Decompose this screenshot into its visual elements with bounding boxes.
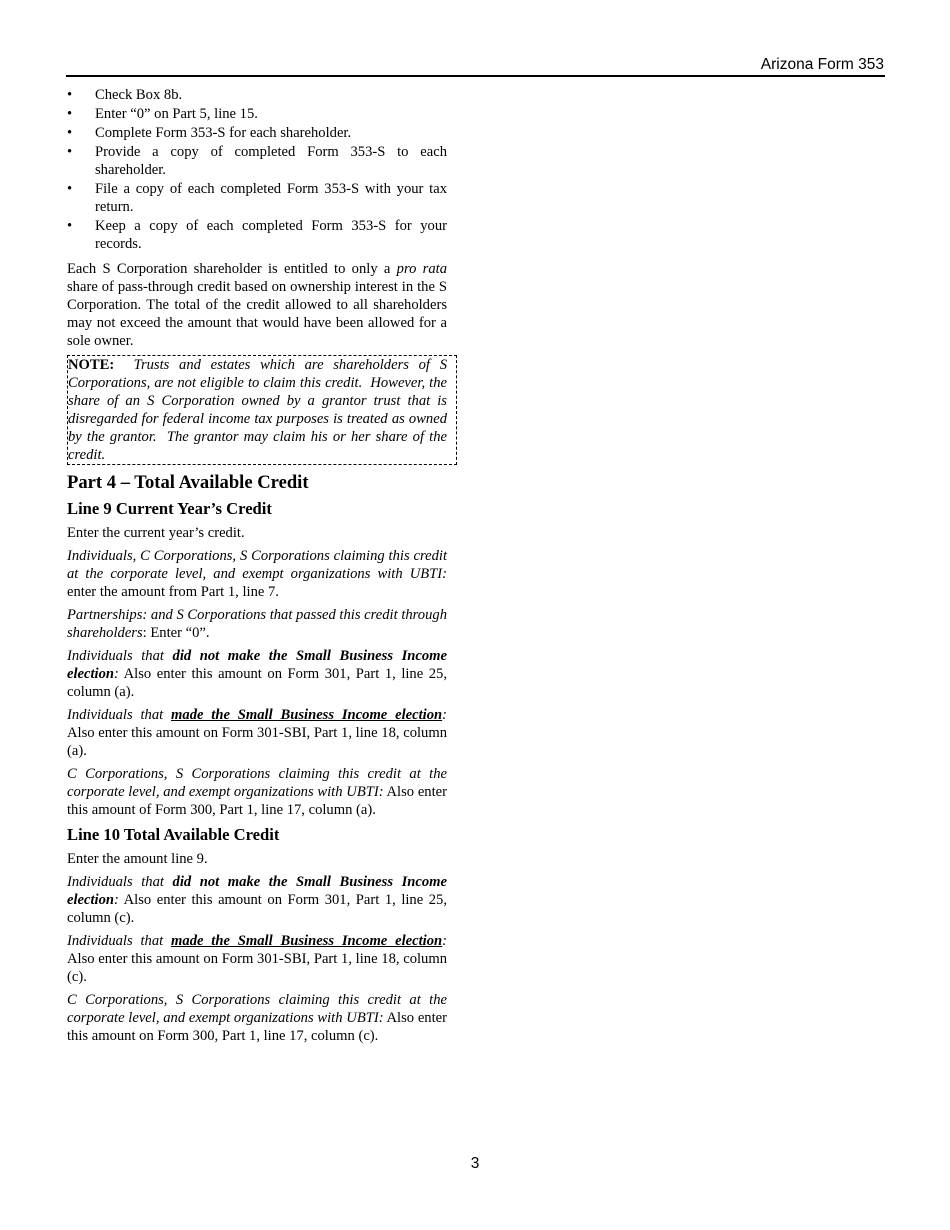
line9-heading: Line 9 Current Year’s Credit: [67, 499, 272, 518]
line10-corporations-paragraph: C Corporations, S Corporations claiming this credit at the corporate level, and exempt organizations with UBTI: Also enter this amount on Form 300, Part 1, line 17, column (c).: [67, 992, 447, 1044]
part4-heading: Part 4 – Total Available Credit: [67, 472, 309, 493]
line9-sbi-paragraph: Individuals that made the Small Business Income election: Also enter this amount on Form 301-SBI, Part 1, line 18, column (a).: [67, 707, 447, 759]
line10-heading: Line 10 Total Available Credit: [67, 825, 280, 844]
bullet-icon: •: [67, 181, 73, 197]
line9-partnerships-paragraph: Partnerships: and S Corporations that passed this credit through shareholders: Enter “0”.: [67, 607, 447, 641]
instruction-list: [67, 86, 447, 253]
pro-rata-paragraph: Each S Corporation shareholder is entitled to only a pro rata share of pass-through credit based on ownership interest in the S Corporation. The total of the credit allowed to all shareholders may not exceed the amount that would have been allowed for a sole owner.: [67, 261, 447, 349]
list-item: • Check Box 8b.: [67, 87, 183, 103]
line10-intro: Enter the amount line 9.: [67, 851, 208, 867]
line9-intro: Enter the current year’s credit.: [67, 525, 245, 541]
bullet-icon: •: [67, 125, 73, 141]
bullet-icon: •: [67, 87, 73, 103]
page-number: 3: [470, 1155, 480, 1172]
note-label: NOTE:: [68, 357, 115, 373]
bullet-icon: •: [67, 106, 73, 122]
line9-corporations-paragraph: C Corporations, S Corporations claiming this credit at the corporate level, and exempt organizations with UBTI: Also enter this amount of Form 300, Part 1, line 17, column (a).: [67, 766, 447, 818]
list-item: • Keep a copy of each completed Form 353-S for your records.: [67, 218, 447, 252]
list-item: • Complete Form 353-S for each shareholder.: [67, 125, 352, 141]
line9-no-sbi-paragraph: Individuals that did not make the Small Business Income election: Also enter this amount on Form 301, Part 1, line 25, column (a).: [67, 648, 447, 700]
line10-no-sbi-paragraph: Individuals that did not make the Small Business Income election: Also enter this amount on Form 301, Part 1, line 25, column (c).: [67, 874, 447, 926]
bullet-icon: •: [67, 218, 73, 234]
list-item: • File a copy of each completed Form 353-S with your tax return.: [67, 181, 447, 215]
note-text: Trusts and estates which are shareholders of S Corporations, are not eligible to claim this credit. However, the share of an S Corporation owned by a grantor trust that is disregarded for federal income tax purposes is treated as owned by the grantor. The grantor may claim his or her share of the credit.: [68, 357, 451, 463]
line10-sbi-paragraph: Individuals that made the Small Business Income election: Also enter this amount on Form 301-SBI, Part 1, line 18, column (c).: [67, 933, 447, 985]
line9-individuals-paragraph: Individuals, C Corporations, S Corporations claiming this credit at the corporate level, and exempt organizations with UBTI: enter the amount from Part 1, line 7.: [67, 548, 447, 600]
header-rule: [66, 75, 885, 77]
bullet-icon: •: [67, 144, 73, 160]
list-item: • Provide a copy of completed Form 353-S to each shareholder.: [67, 144, 447, 178]
form-title: Arizona Form 353: [760, 56, 884, 73]
list-item: • Enter “0” on Part 5, line 15.: [67, 106, 258, 122]
note-box: [67, 355, 457, 465]
text-column: [67, 86, 451, 1050]
